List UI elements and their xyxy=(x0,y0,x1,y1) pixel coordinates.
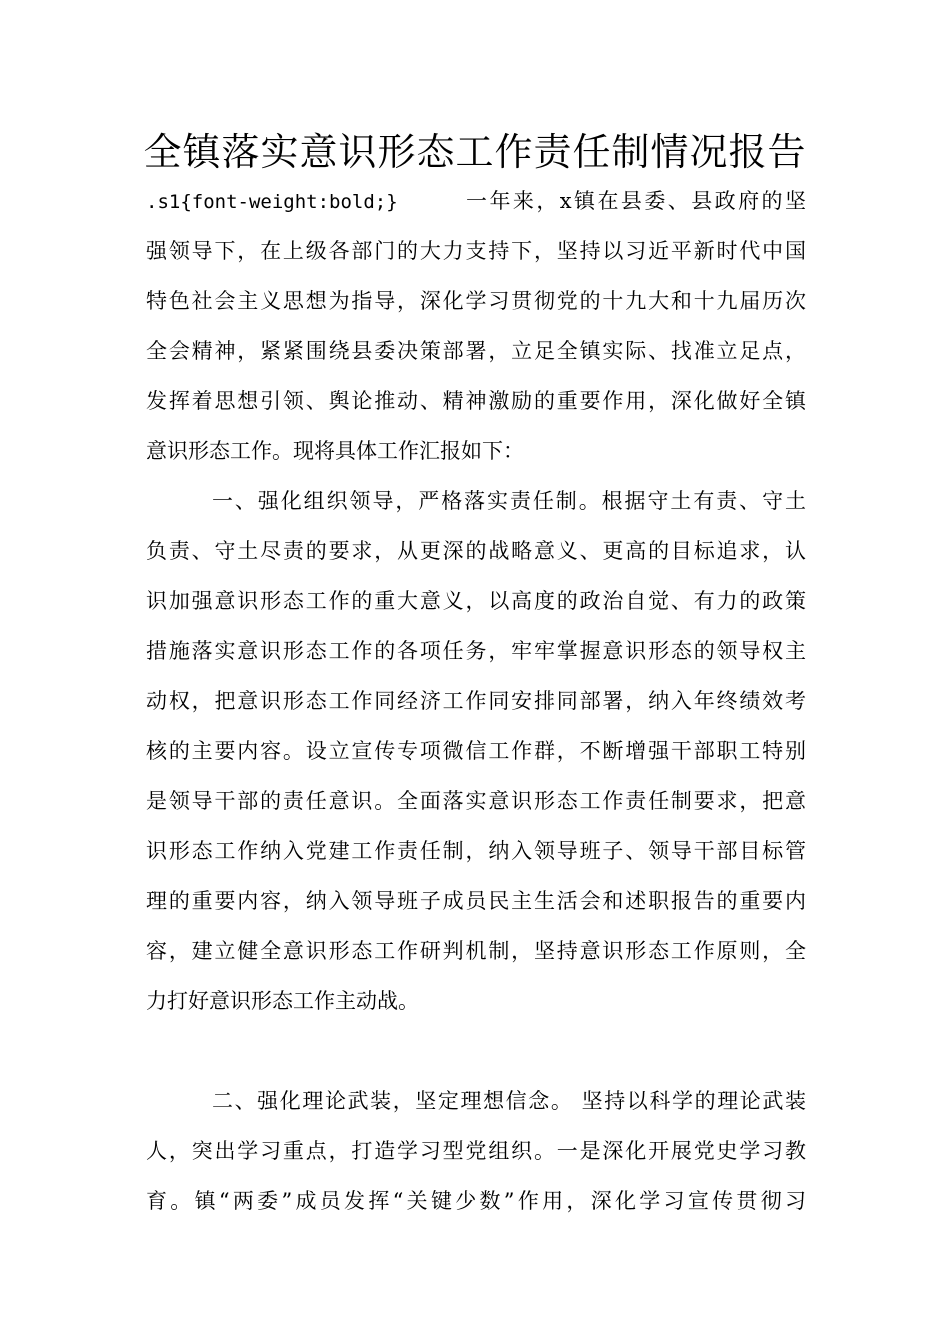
paragraph-intro-line xyxy=(146,186,806,217)
text-line: 理的重要内容，纳入领导班子成员民主生活会和述职报告的重要内 xyxy=(146,889,806,913)
text-line: 识形态工作纳入党建工作责任制，纳入领导班子、领导干部目标管 xyxy=(146,839,806,863)
text-line: 强领导下，在上级各部门的大力支持下，坚持以习近平新时代中国 xyxy=(146,239,806,263)
section-heading-1: 一、强化组织领导，严格落实责任制。根据守土有责、守土 xyxy=(212,489,806,513)
text-line: 负责、守土尽责的要求，从更深的战略意义、更高的目标追求，认 xyxy=(146,539,806,563)
text-line: 一年来，x镇在县委、县政府的坚 xyxy=(466,189,806,213)
css-artifact-text: .s1{font-weight:bold;} xyxy=(146,191,398,213)
text-line: 容，建立健全意识形态工作研判机制，坚持意识形态工作原则，全 xyxy=(146,939,806,963)
text-line: 是领导干部的责任意识。全面落实意识形态工作责任制要求，把意 xyxy=(146,789,806,813)
text-line: 识加强意识形态工作的重大意义，以高度的政治自觉、有力的政策 xyxy=(146,589,806,613)
text-line: 特色社会主义思想为指导，深化学习贯彻党的十九大和十九届历次 xyxy=(146,289,806,313)
text-line: 人，突出学习重点，打造学习型党组织。一是深化开展党史学习教 xyxy=(146,1139,806,1163)
text-line: 全会精神，紧紧围绕县委决策部署，立足全镇实际、找准立足点， xyxy=(146,339,806,363)
text-line: 育。镇“两委”成员发挥“关键少数”作用，深化学习宣传贯彻习 xyxy=(146,1189,806,1213)
text-line: 核的主要内容。设立宣传专项微信工作群，不断增强干部职工特别 xyxy=(146,739,806,763)
text-line: 发挥着思想引领、舆论推动、精神激励的重要作用，深化做好全镇 xyxy=(146,389,806,413)
document-title: 全镇落实意识形态工作责任制情况报告 xyxy=(143,130,807,174)
text-line: 力打好意识形态工作主动战。 xyxy=(146,989,419,1013)
text-line: 动权，把意识形态工作同经济工作同安排同部署，纳入年终绩效考 xyxy=(146,689,806,713)
section-heading-2: 二、强化理论武装，坚定理想信念。 坚持以科学的理论武装 xyxy=(212,1089,806,1113)
text-line: 意识形态工作。现将具体工作汇报如下： xyxy=(146,439,524,463)
text-line: 措施落实意识形态工作的各项任务，牢牢掌握意识形态的领导权主 xyxy=(146,639,806,663)
